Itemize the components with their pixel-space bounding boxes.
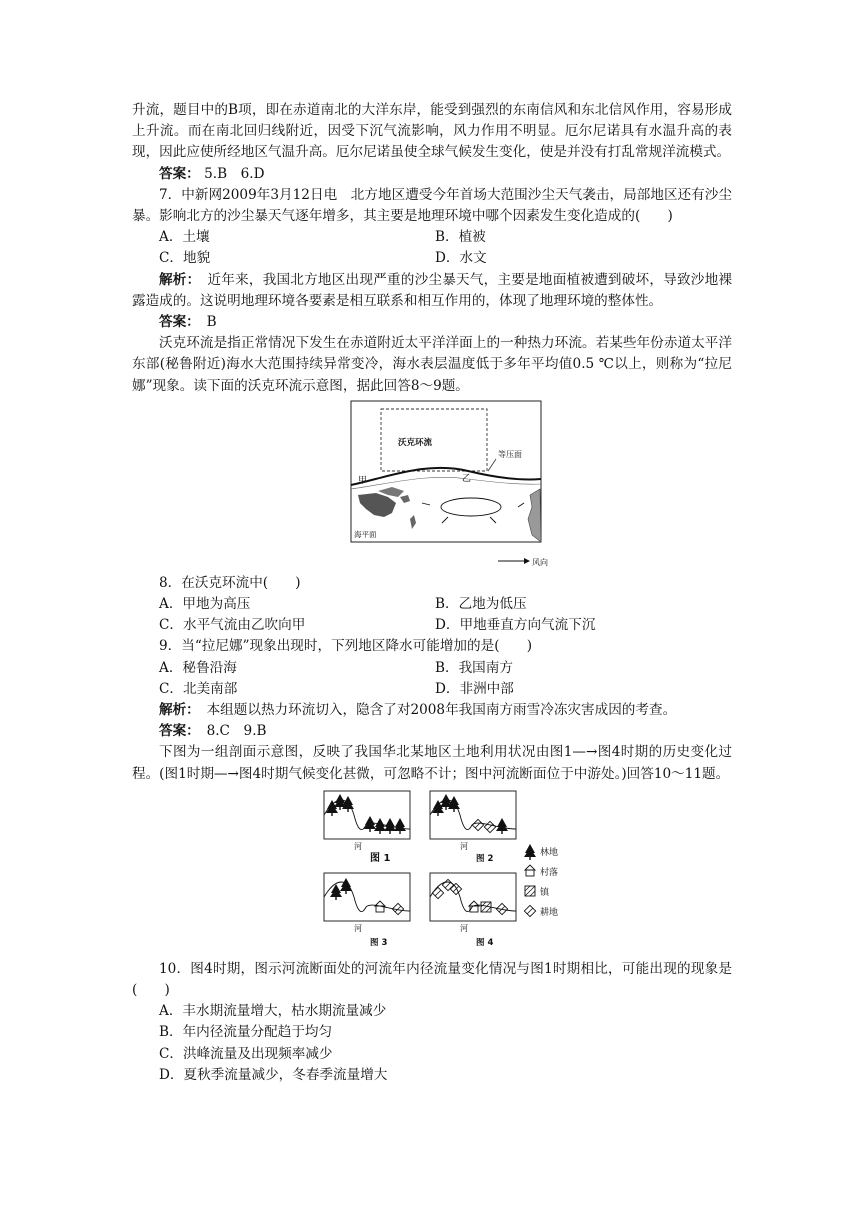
panel-4 xyxy=(430,873,516,948)
q10-option-d: D．夏秋季流量减少，冬春季流量增大 xyxy=(159,1066,388,1083)
q8-options-row2 xyxy=(132,615,732,636)
current-arrow-east xyxy=(518,503,524,507)
q9-option-c: C．北美南部 xyxy=(159,680,238,697)
legend-farmland: 耕地 xyxy=(540,907,559,918)
circulation-loop xyxy=(381,409,487,471)
island-small xyxy=(400,495,410,503)
legend-forest: 林地 xyxy=(540,847,559,858)
point-jia: 甲 xyxy=(358,475,368,486)
point-yi: 乙 xyxy=(462,473,472,484)
q9-option-d: D．非洲中部 xyxy=(435,680,514,697)
answer-value: B xyxy=(206,314,217,331)
q8-option-c: C．水平气流由乙吹向甲 xyxy=(159,617,306,634)
wind-legend-arrowhead xyxy=(524,558,530,564)
walker-circulation-figure xyxy=(132,399,732,571)
q9-stem: 9．当“拉尼娜”现象出现时，下列地区降水可能增加的是( ) xyxy=(159,638,532,655)
q8-option-a: A．甲地为高压 xyxy=(159,596,251,613)
legend-town: 镇 xyxy=(540,887,550,898)
q8-options-row1 xyxy=(132,594,732,615)
new-zealand-land xyxy=(410,515,416,529)
land-use-panels xyxy=(322,789,622,955)
land-use-figure xyxy=(132,789,732,955)
q7-analysis xyxy=(132,270,732,312)
q7-options-row1 xyxy=(132,227,732,248)
q7-option-b: B．植被 xyxy=(435,229,486,246)
q7-option-d: D．水文 xyxy=(435,250,487,267)
walker-label: 沃克环流 xyxy=(398,437,433,448)
analysis-label: 解析： xyxy=(159,702,193,719)
q8-option-b: B．乙地为低压 xyxy=(435,596,527,613)
answer-label: 答案： xyxy=(159,314,193,331)
current-arrow-sw xyxy=(442,517,448,523)
panel-2 xyxy=(430,791,516,864)
q7-option-a: A．土壤 xyxy=(159,229,210,246)
document-page xyxy=(132,100,732,1086)
analysis-label: 解析： xyxy=(159,271,194,288)
q8-9-answer xyxy=(132,721,732,742)
q7-answer xyxy=(132,312,732,333)
q8-option-d: D．甲地垂直方向气流下沉 xyxy=(435,617,596,634)
caption-fig1: 图 1 xyxy=(370,852,391,864)
wind-label: 风向 xyxy=(532,557,548,567)
walker-intro: 沃克环流是指正常情况下发生在赤道附近太平洋洋面上的一种热力环流。若某些年份赤道太平洋东部(秘鲁附近)海水大范围持续异常变冷，海水表层温度低于多年平均值0.5 ℃以上，则称为“拉尼娜”现象。读下面的沃克环流示意图，据此回答8～9题。 xyxy=(132,335,732,394)
river-label-4: 河 xyxy=(460,923,468,933)
caption-fig2: 图 2 xyxy=(476,853,494,864)
q10-option-c: C．洪峰流量及出现频率减少 xyxy=(159,1045,333,1062)
current-arrow-se xyxy=(490,517,496,523)
q9-option-b: B．我国南方 xyxy=(435,659,513,676)
answer-5-6 xyxy=(132,164,732,185)
diagram-frame xyxy=(351,401,541,542)
q9-option-a: A．秘鲁沿海 xyxy=(159,659,237,676)
answer-value: 5.B 6.D xyxy=(204,165,265,182)
q10-option-a: A．丰水期流量增大，枯水期流量减少 xyxy=(159,1003,387,1020)
current-arrow-west xyxy=(422,503,430,505)
q7-options-row2 xyxy=(132,248,732,269)
legend xyxy=(524,844,558,918)
australia-land xyxy=(358,493,396,517)
answer-value: 8.C 9.B xyxy=(206,723,267,740)
q9-options-row1 xyxy=(132,658,732,679)
ocean-current-loop xyxy=(441,498,501,516)
land-intro: 下图为一组剖面示意图，反映了我国华北某地区土地利用状况由图1—→图4时期的历史变化过程。(图1时期—→图4时期气候变化甚微，可忽略不计；图中河流断面位于中游处。)回答10～11题。 xyxy=(132,744,732,782)
q8-stem: 8．在沃克环流中( ) xyxy=(159,574,301,591)
sea-level-label: 海平面 xyxy=(354,529,377,539)
river-label-3: 河 xyxy=(354,923,362,933)
south-america-land xyxy=(528,489,541,542)
caption-fig4: 图 4 xyxy=(476,937,494,948)
river-label-2: 河 xyxy=(460,841,468,851)
panel-3 xyxy=(324,873,410,948)
walker-diagram xyxy=(318,399,588,571)
isobar-label: 等压面 xyxy=(498,449,522,459)
intro-paragraph: 升流，题目中的B项，即在赤道南北的大洋东岸，能受到强烈的东南信风和东北信风作用，容易形成上升流。而在南北回归线附近，因受下沉气流影响，风力作用不明显。厄尔尼诺具有水温升高的表现，因此应使所经地区气温升高。厄尔尼诺虽使全球气候发生变化，使是并没有打乱常规洋流模式。 xyxy=(132,102,732,161)
isobar-line xyxy=(351,468,541,485)
q9-options-row2 xyxy=(132,679,732,700)
q9-analysis xyxy=(132,700,732,721)
legend-village: 村落 xyxy=(540,867,559,878)
analysis-text: 近年来，我国北方地区出现严重的沙尘暴天气，主要是地面植被遭到破坏，导致沙地裸露造成的。这说明地理环境各要素是相互联系和相互作用的，体现了地理环境的整体性。 xyxy=(132,271,733,309)
analysis-text: 本组题以热力环流切入，隐含了对2008年我国南方雨雪冷冻灾害成因的考查。 xyxy=(206,702,677,719)
caption-fig3: 图 3 xyxy=(370,937,388,948)
answer-label: 答案： xyxy=(159,165,200,182)
q10-stem: 10．图4时期，图示河流断面处的河流年内径流量变化情况与图1时期相比，可能出现的现象是( ) xyxy=(132,960,732,999)
panel-1 xyxy=(324,791,410,864)
q7-option-c: C．地貌 xyxy=(159,250,211,267)
q10-option-b: B．年内径流量分配趋于均匀 xyxy=(159,1024,333,1041)
isobar-pointer xyxy=(488,459,496,471)
q7-stem: 7．中新网2009年3月12日电 北方地区遭受今年首场大范围沙尘天气袭击，局部地区还有沙尘暴。影响北方的沙尘暴天气逐年增多，其主要是地理环境中哪个因素发生变化造成的( ) xyxy=(132,186,732,225)
answer-label: 答案： xyxy=(159,723,193,740)
river-label-1: 河 xyxy=(354,841,362,851)
